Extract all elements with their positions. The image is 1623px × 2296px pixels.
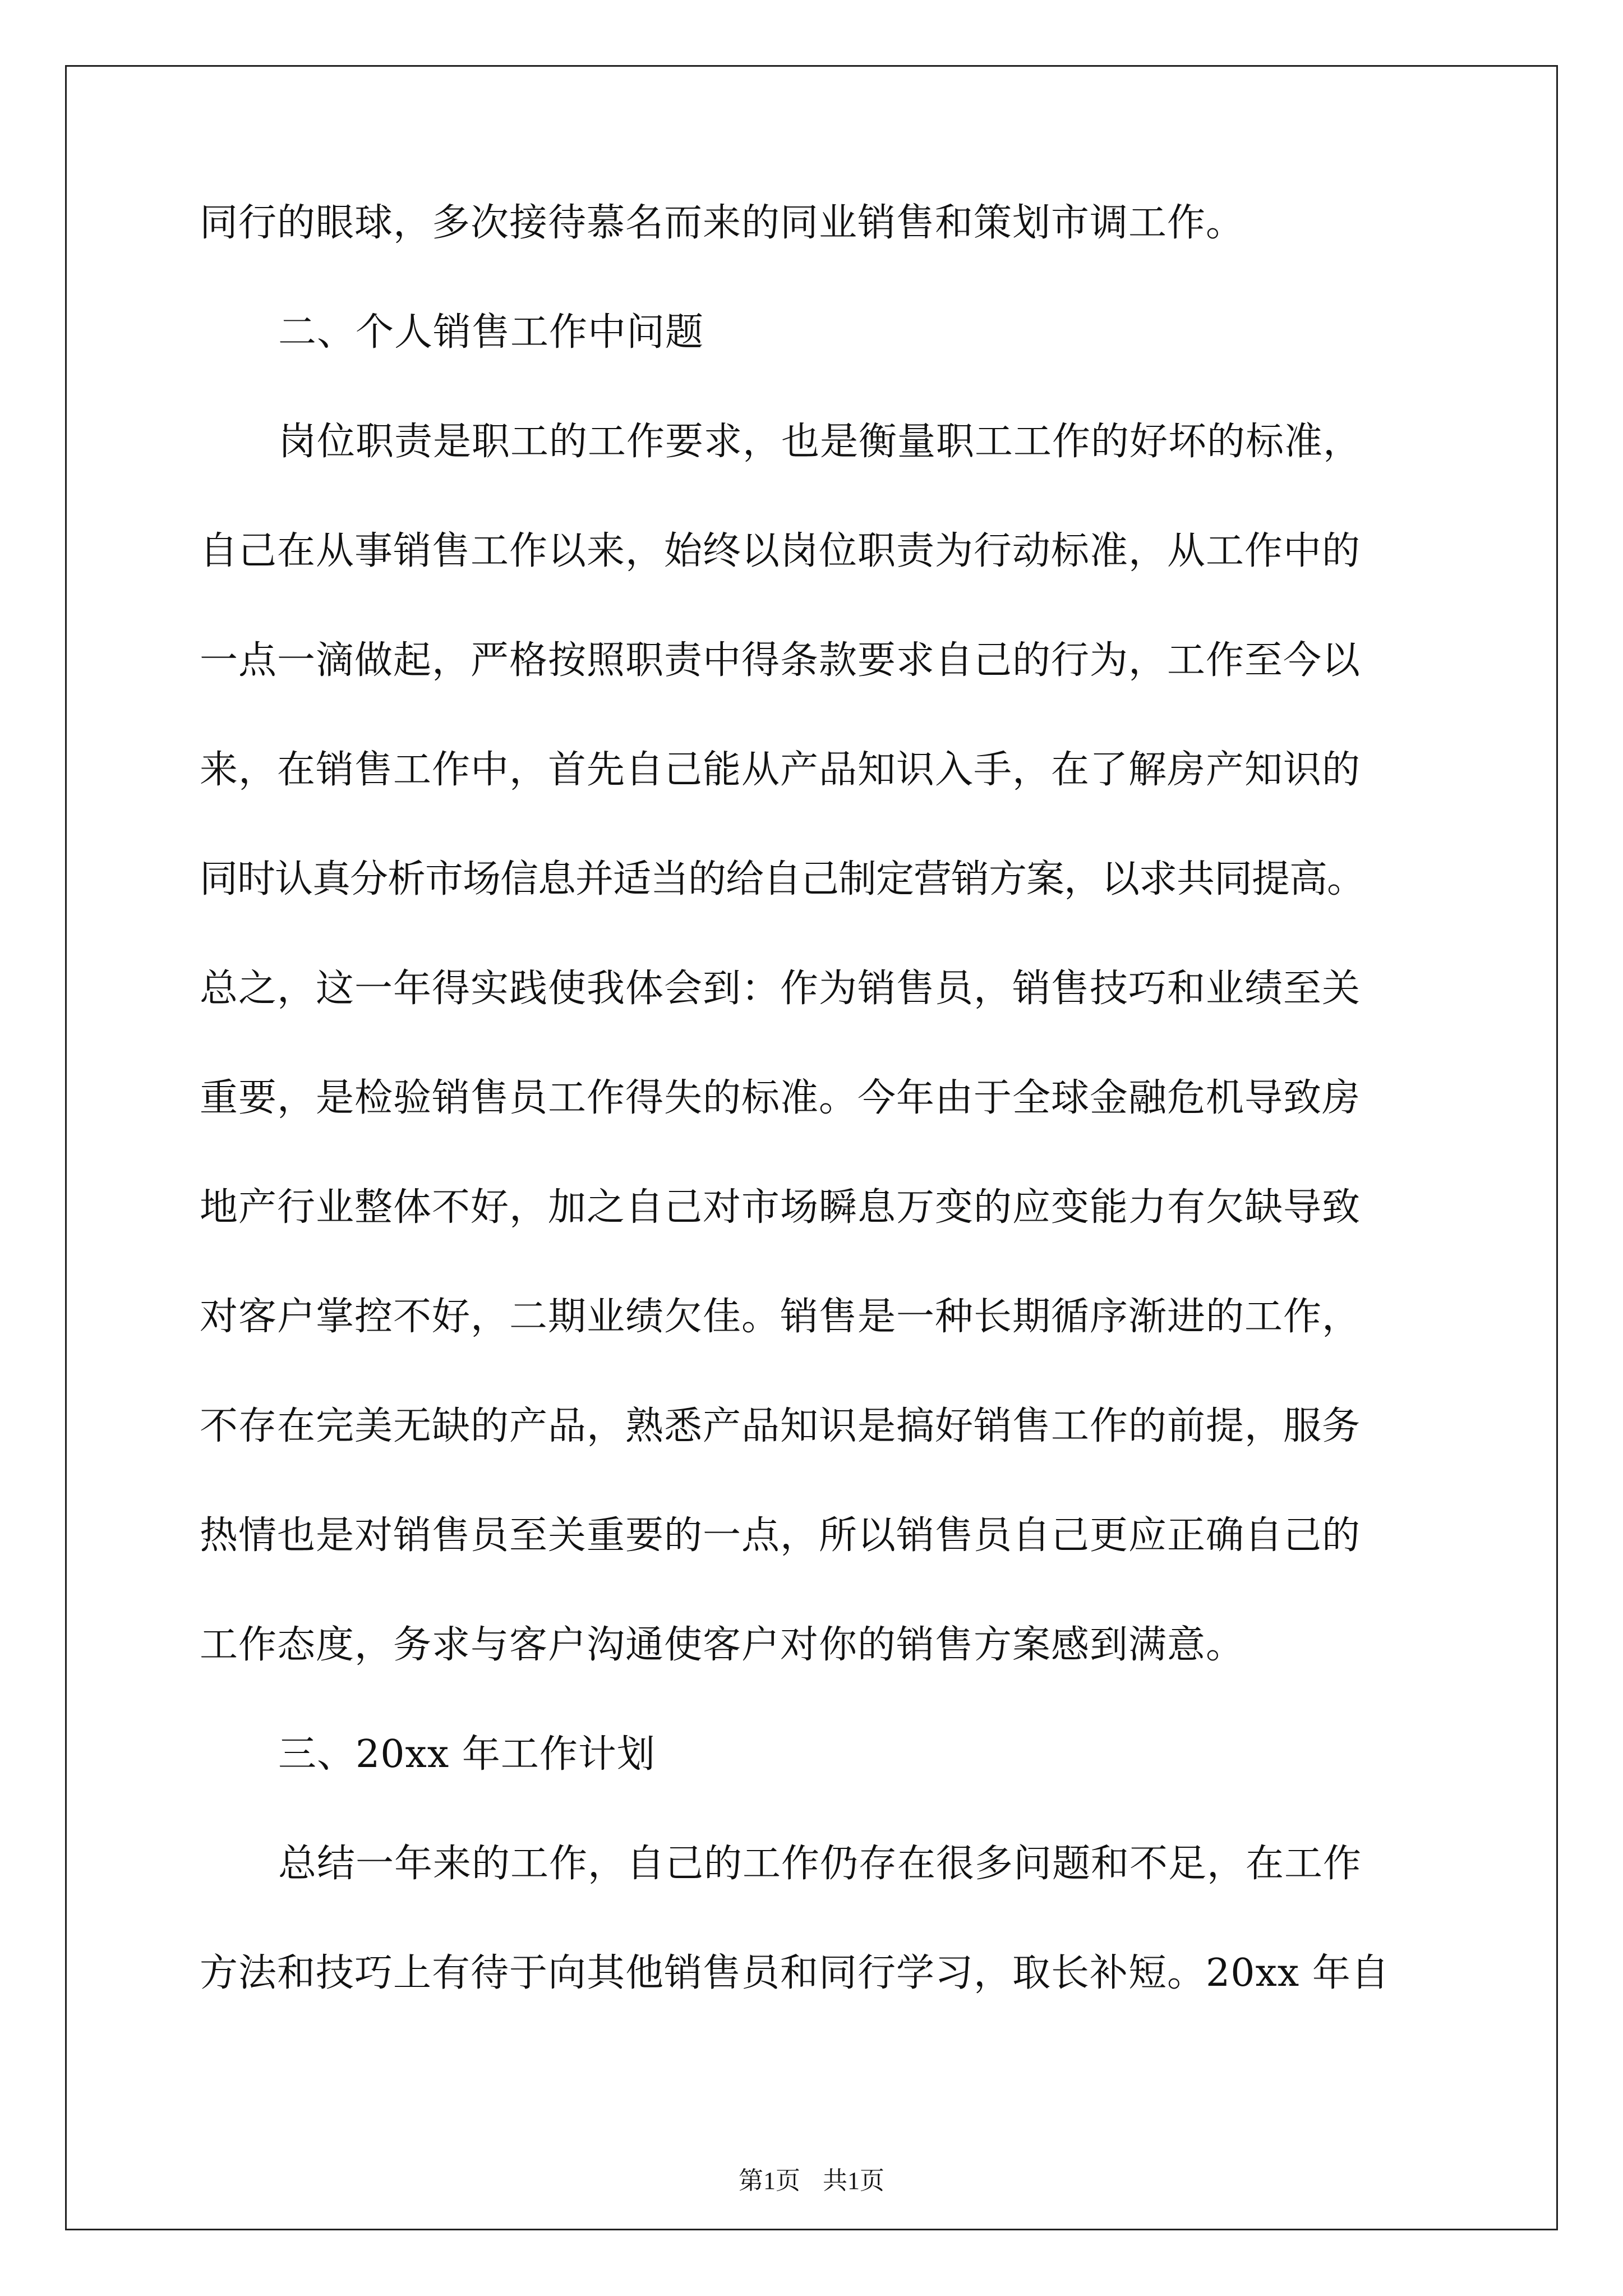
text-line: 总之，这一年得实践使我体会到：作为销售员，销售技巧和业绩至关 — [200, 967, 1361, 1011]
text-line: 重要，是检验销售员工作得失的标准。今年由于全球金融危机导致房 — [200, 1076, 1361, 1120]
text-line: 自己在从事销售工作以来，始终以岗位职责为行动标准，从工作中的 — [200, 529, 1361, 573]
section-heading: 三、20xx 年工作计划 — [278, 1732, 656, 1777]
page-footer — [0, 2164, 1623, 2198]
text-line: 工作态度，务求与客户沟通使客户对你的销售方案感到满意。 — [200, 1623, 1245, 1667]
page-number: 第1页 — [739, 2167, 800, 2194]
page-count: 共1页 — [823, 2167, 884, 2194]
text-line: 热情也是对销售员至关重要的一点，所以销售员自己更应正确自己的 — [200, 1513, 1361, 1558]
text-line: 同时认真分析市场信息并适当的给自己制定营销方案，以求共同提高。 — [200, 857, 1365, 901]
text-line: 一点一滴做起，严格按照职责中得条款要求自己的行为，工作至今以 — [200, 638, 1361, 683]
text-line: 不存在完美无缺的产品，熟悉产品知识是搞好销售工作的前提，服务 — [200, 1404, 1361, 1448]
text-line: 地产行业整体不好，加之自己对市场瞬息万变的应变能力有欠缺导致 — [200, 1185, 1361, 1230]
text-line: 对客户掌控不好，二期业绩欠佳。销售是一种长期循序渐进的工作， — [200, 1295, 1361, 1339]
text-line: 方法和技巧上有待于向其他销售员和同行学习，取长补短。20xx 年自 — [200, 1951, 1390, 1995]
paragraph-first-line: 岗位职责是职工的工作要求，也是衡量职工工作的好坏的标准， — [278, 420, 1362, 464]
paragraph-first-line: 总结一年来的工作，自己的工作仍存在很多问题和不足，在工作 — [278, 1842, 1362, 1886]
text-line: 同行的眼球，多次接待慕名而来的同业销售和策划市调工作。 — [200, 201, 1245, 245]
text-line: 来，在销售工作中，首先自己能从产品知识入手，在了解房产知识的 — [200, 748, 1361, 792]
section-heading: 二、个人销售工作中问题 — [278, 310, 704, 355]
document-body — [200, 168, 1433, 2028]
